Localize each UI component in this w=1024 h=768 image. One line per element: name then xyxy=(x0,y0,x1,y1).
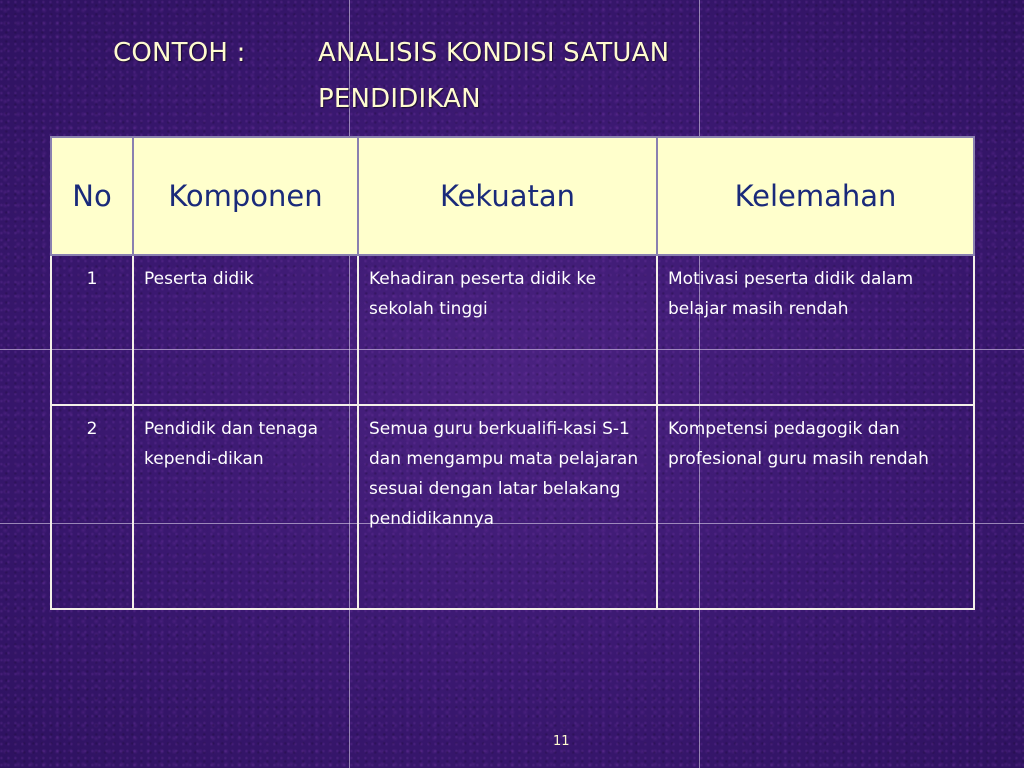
slide-title: ANALISIS KONDISI SATUAN PENDIDIKAN xyxy=(318,38,670,114)
header-kekuatan: Kekuatan xyxy=(358,137,657,255)
cell-kelemahan: Kompetensi pedagogik dan profesional guru masih rendah xyxy=(657,405,974,609)
cell-kekuatan: Kehadiran peserta didik ke sekolah tinggi xyxy=(358,255,657,405)
cell-kelemahan: Motivasi peserta didik dalam belajar masih rendah xyxy=(657,255,974,405)
analysis-table xyxy=(50,136,975,610)
header-no: No xyxy=(51,137,133,255)
cell-no: 2 xyxy=(51,405,133,609)
cell-no: 1 xyxy=(51,255,133,405)
header-komponen: Komponen xyxy=(133,137,358,255)
cell-komponen: Peserta didik xyxy=(133,255,358,405)
cell-komponen: Pendidik dan tenaga kependi-dikan xyxy=(133,405,358,609)
slide-title-label: CONTOH : xyxy=(113,38,246,68)
table-row xyxy=(51,405,974,609)
cell-kekuatan: Semua guru berkualifi-kasi S-1 dan mengampu mata pelajaran sesuai dengan latar belakang pendidikannya xyxy=(358,405,657,609)
header-kelemahan: Kelemahan xyxy=(657,137,974,255)
page-number: 11 xyxy=(553,734,570,749)
table-header-row xyxy=(51,137,974,255)
table-row xyxy=(51,255,974,405)
